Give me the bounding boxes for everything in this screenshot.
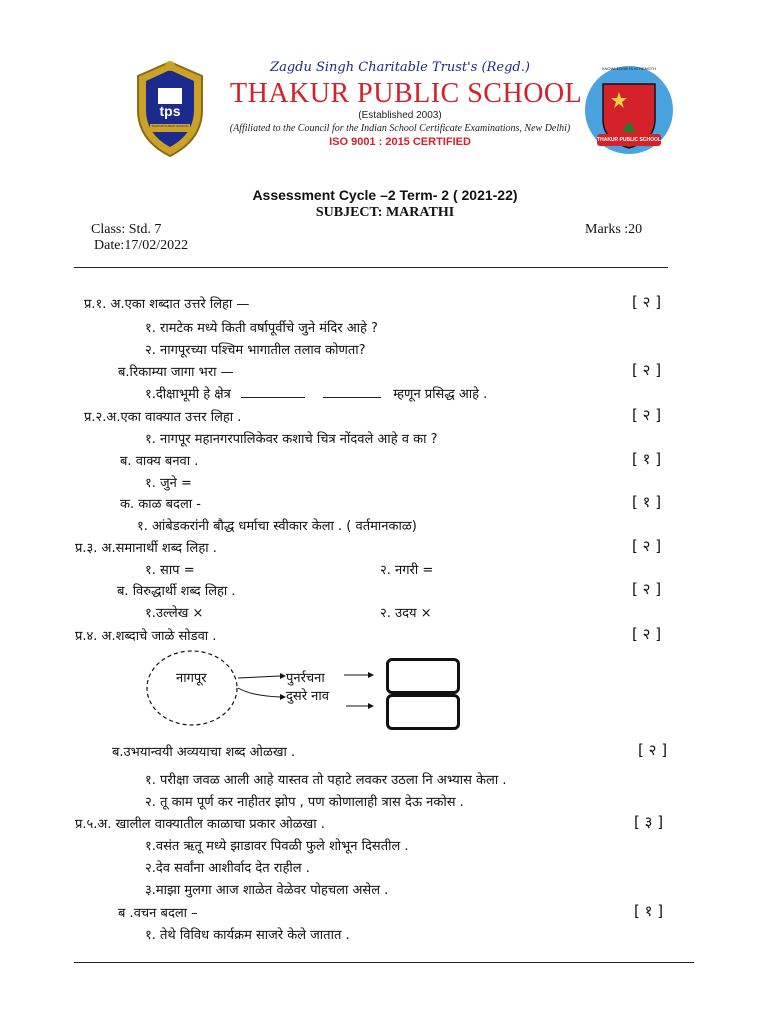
q2b-marks: [ १ ] xyxy=(632,450,662,468)
school-emblem-logo xyxy=(583,62,675,158)
marks-label: Marks :20 xyxy=(585,222,643,237)
q3b-heading: ब. विरुद्धार्थी शब्द लिहा . xyxy=(117,584,236,599)
q2c-item-1: १. आंबेडकरांनी बौद्ध धर्माचा स्वीकार केला . ( वर्तमानकाळ) xyxy=(137,519,417,534)
answer-box-1[interactable] xyxy=(386,658,460,694)
q2c-heading: क. काळ बदला - xyxy=(120,497,201,512)
class-label: Class: Std. 7 xyxy=(91,222,162,237)
emblem-banner: THAKUR PUBLIC SCHOOL xyxy=(597,137,661,143)
q2b-item-1: १. जुने = xyxy=(145,476,192,491)
logo-tps-text: tps xyxy=(159,103,181,119)
iso-certification: ISO 9001 : 2015 CERTIFIED xyxy=(329,136,471,148)
q5b-heading: ब .वचन बदला – xyxy=(118,906,198,921)
q3b-item-1: १.उल्लेख × xyxy=(145,606,204,621)
q2a-marks: [ २ ] xyxy=(632,406,662,424)
q3a-marks: [ २ ] xyxy=(632,537,662,555)
q4b-item-2: २. तू काम पूर्ण कर नाहीतर झोप , पण कोणालाही त्रास देऊ नकोस . xyxy=(145,795,464,810)
q5a-heading: प्र.५.अ. खालील वाक्यातील काळाचा प्रकार ओळखा . xyxy=(75,817,325,832)
q1b-item-1-start: १.दीक्षाभूमी हे क्षेत्र xyxy=(145,387,231,402)
answer-box-2[interactable] xyxy=(386,694,460,730)
web-branch-2: दुसरे नाव xyxy=(286,689,329,704)
emblem-motto: KNOWLEDGE IS STRENGTH xyxy=(601,66,656,71)
established-line: (Established 2003) xyxy=(358,110,442,121)
q1b-item-1-end: म्हणून प्रसिद्ध आहे . xyxy=(393,387,488,402)
web-center-word: नागपूर xyxy=(176,671,207,686)
assessment-title: Assessment Cycle –2 Term- 2 ( 2021-22) xyxy=(252,187,518,203)
word-web-diagram xyxy=(146,648,466,744)
q1a-item-2: २. नागपूरच्या पश्चिम भागातील तलाव कोणता? xyxy=(145,343,366,358)
q2a-heading: प्र.२.अ.एका वाक्यात उत्तर लिहा . xyxy=(84,410,242,425)
q4a-heading: प्र.४. अ.शब्दाचे जाळे सोडवा . xyxy=(75,629,217,644)
q1b-heading: ब.रिकाम्या जागा भरा — xyxy=(118,365,234,380)
q1a-heading: प्र.१. अ.एका शब्दात उत्तरे लिहा — xyxy=(84,297,250,312)
q5a-marks: [ ३ ] xyxy=(634,813,664,831)
header-divider xyxy=(74,267,668,268)
date-label: Date:17/02/2022 xyxy=(94,238,189,253)
q1a-marks: [ २ ] xyxy=(632,293,662,311)
q3b-marks: [ २ ] xyxy=(632,580,662,598)
q4a-marks: [ २ ] xyxy=(632,625,662,643)
subject-title: SUBJECT: MARATHI xyxy=(315,205,455,220)
q5a-item-3: ३.माझा मुलगा आज शाळेत वेळेवर पोहचला असेल . xyxy=(145,883,389,898)
answer-blank-2[interactable] xyxy=(323,387,381,398)
q4b-marks: [ २ ] xyxy=(638,741,668,759)
q4b-heading: ब.उभयान्वयी अव्ययाचा शब्द ओळखा . xyxy=(112,745,296,760)
q2b-heading: ब. वाक्य बनवा . xyxy=(120,454,199,469)
q3a-item-1: १. साप = xyxy=(145,563,195,578)
q5a-item-2: २.देव सर्वांना आशीर्वाद देत राहील . xyxy=(145,861,310,876)
q3a-heading: प्र.३. अ.समानार्थी शब्द लिहा . xyxy=(75,541,217,556)
answer-blank-1[interactable] xyxy=(241,387,305,398)
q2c-marks: [ १ ] xyxy=(632,493,662,511)
trust-name: Zagdu Singh Charitable Trust's (Regd.) xyxy=(270,60,530,75)
q2a-item-1: १. नागपूर महानगरपालिकेवर कशाचे चित्र नोंदवले आहे व का ? xyxy=(145,432,438,447)
affiliation-line: (Affiliated to the Council for the Indian School Certificate Examinations, New Delhi) xyxy=(229,123,571,134)
footer-divider xyxy=(74,962,694,963)
q3b-item-2: २. उदय × xyxy=(380,606,432,621)
logo-banner-text: THAKUR PUBLIC SCHOOL xyxy=(151,124,189,128)
web-branch-1: पुनर्रचना xyxy=(286,671,325,686)
q3a-item-2: २. नगरी = xyxy=(380,563,434,578)
q1b-marks: [ २ ] xyxy=(632,361,662,379)
q5b-item-1: १. तेथे विविध कार्यक्रम साजरे केले जातात . xyxy=(145,928,350,943)
q5b-marks: [ १ ] xyxy=(634,902,664,920)
q1b-item-1 xyxy=(145,384,487,402)
school-crest-logo xyxy=(128,58,212,160)
school-name: THAKUR PUBLIC SCHOOL xyxy=(230,78,583,109)
q4b-item-1: १. परीक्षा जवळ आली आहे यास्तव तो पहाटे लवकर उठला नि अभ्यास केला . xyxy=(145,773,507,788)
q5a-item-1: १.वसंत ऋतू मध्ये झाडावर पिवळी फुले शोभून दिसतील . xyxy=(145,839,409,854)
q1a-item-1: १. रामटेक मध्ये किती वर्षापूर्वीचे जुने मंदिर आहे ? xyxy=(145,321,378,336)
